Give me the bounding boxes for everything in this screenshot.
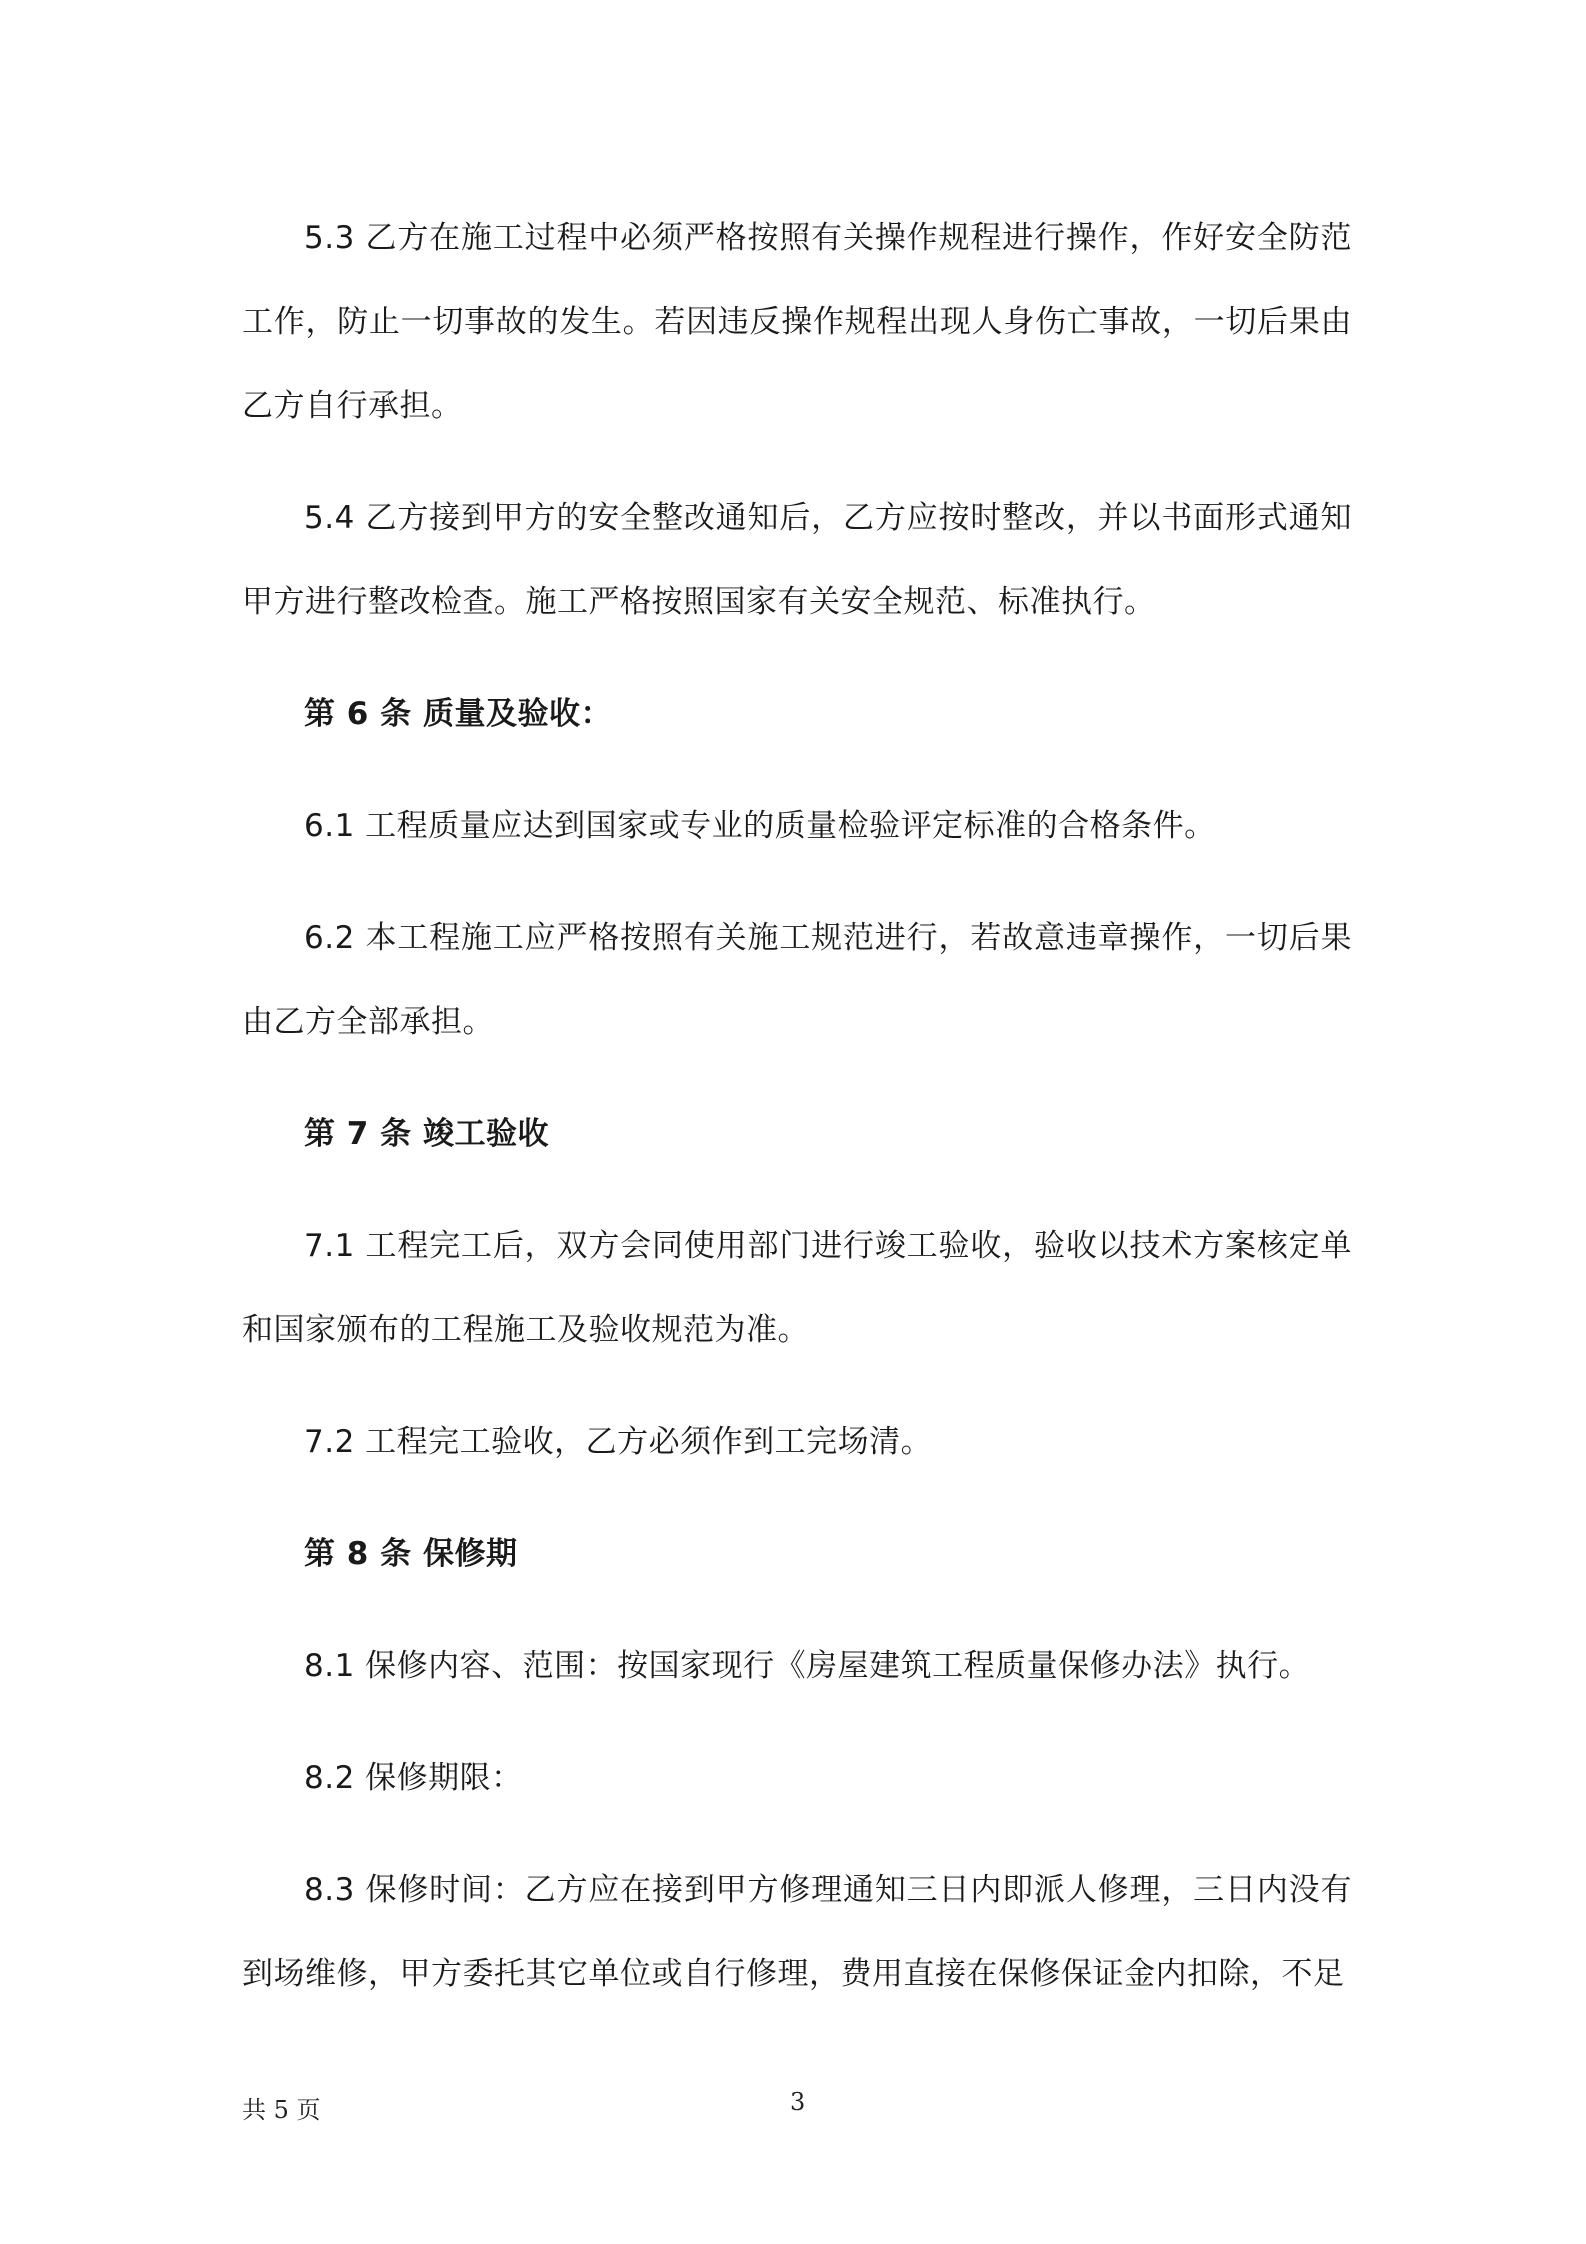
- paragraph-8-2: 8.2 保修期限：: [304, 1760, 523, 1796]
- paragraph-5-3: 5.3 乙方在施工过程中必须严格按照有关操作规程进行操作，作好安全防范工作，防止一切事故的发生。若因违反操作规程出现人身伤亡事故，一切后果由乙方自行承担。: [242, 220, 1352, 424]
- footer-total-pages: 共 5 页: [242, 2096, 321, 2124]
- section-heading-7: 第 7 条 竣工验收: [304, 1116, 549, 1152]
- document-body: [242, 196, 1352, 2016]
- section-heading-6: 第 6 条 质量及验收：: [304, 696, 612, 732]
- paragraph-6-2: 6.2 本工程施工应严格按照有关施工规范进行，若故意违章操作，一切后果由乙方全部承担。: [242, 920, 1352, 1040]
- footer-page-number: 3: [790, 2088, 806, 2116]
- paragraph-7-1: 7.1 工程完工后，双方会同使用部门进行竣工验收，验收以技术方案核定单和国家颁布的工程施工及验收规范为准。: [242, 1228, 1352, 1348]
- paragraph-8-3: 8.3 保修时间：乙方应在接到甲方修理通知三日内即派人修理，三日内没有到场维修，甲方委托其它单位或自行修理，费用直接在保修保证金内扣除，不足: [242, 1872, 1352, 1992]
- paragraph-5-4: 5.4 乙方接到甲方的安全整改通知后，乙方应按时整改，并以书面形式通知甲方进行整改检查。施工严格按照国家有关安全规范、标准执行。: [242, 500, 1352, 620]
- paragraph-7-2: 7.2 工程完工验收，乙方必须作到工完场清。: [304, 1424, 933, 1460]
- section-heading-8: 第 8 条 保修期: [304, 1536, 518, 1572]
- paragraph-8-1: 8.1 保修内容、范围：按国家现行《房屋建筑工程质量保修办法》执行。: [304, 1648, 1311, 1684]
- paragraph-6-1: 6.1 工程质量应达到国家或专业的质量检验评定标准的合格条件。: [304, 808, 1216, 844]
